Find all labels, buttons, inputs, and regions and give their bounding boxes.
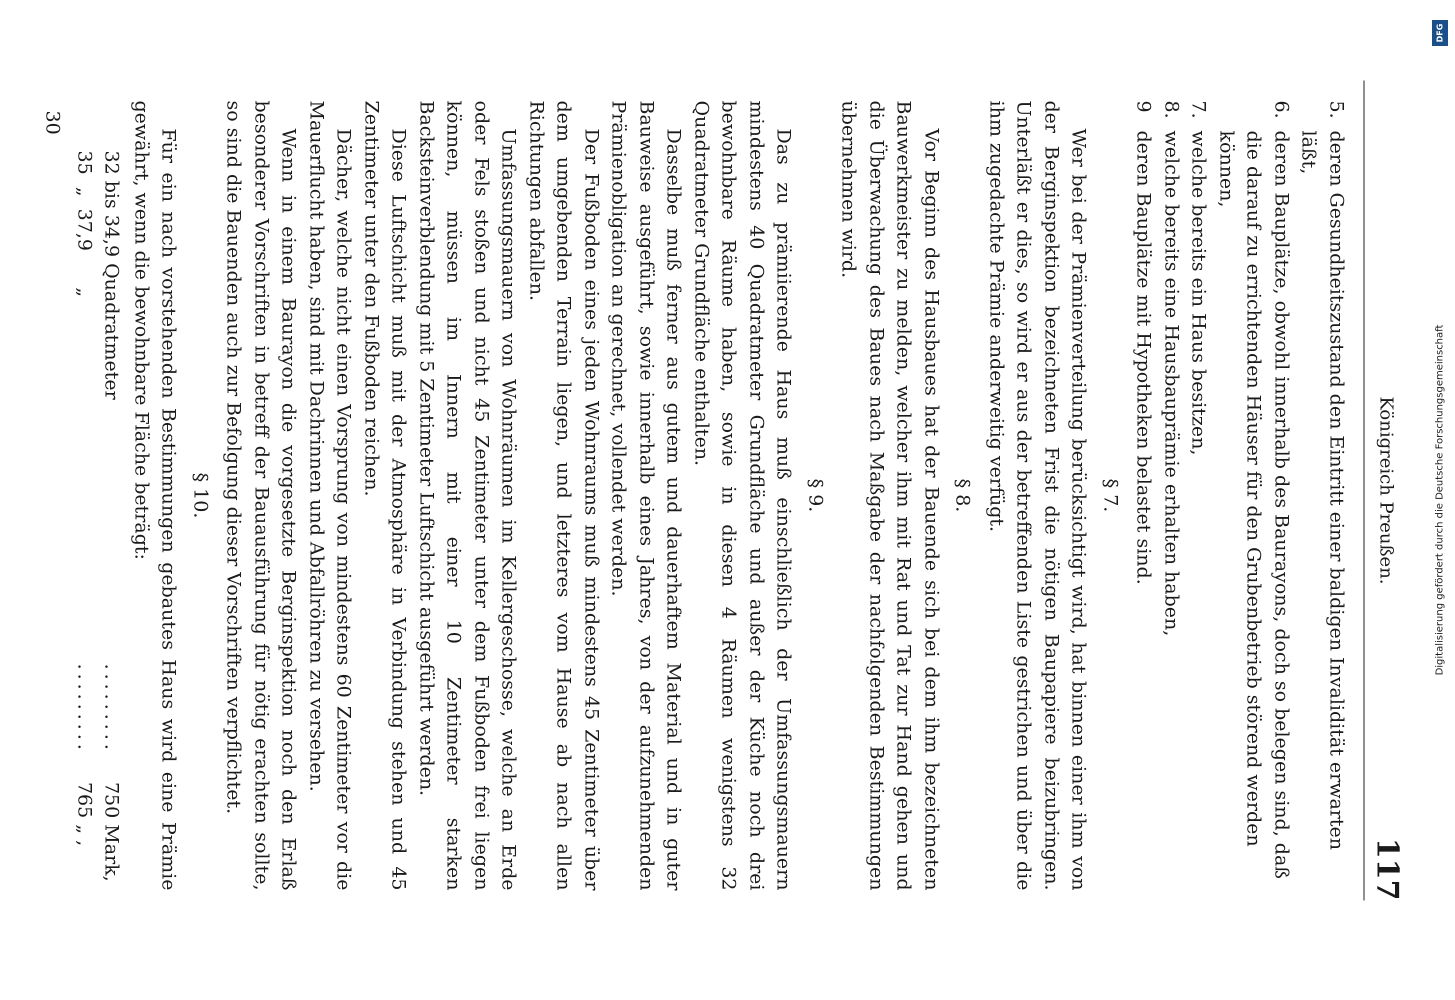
section-heading-10: § 10. — [189, 472, 212, 519]
rotated-page — [0, 21, 1455, 981]
item-text: welche bereits eine Hausbauprämie erhalten haben, — [1160, 130, 1183, 637]
table-row — [70, 101, 98, 891]
page-header — [1364, 81, 1405, 901]
list-item — [1185, 101, 1213, 891]
premium-amount: 750 Mark, — [101, 781, 123, 882]
item-text: welche bereits ein Haus besitzen, — [1188, 130, 1210, 456]
item-number: 7. — [1188, 100, 1210, 119]
signature-mark: 30 — [42, 110, 64, 135]
section-9-paragraph-3: Der Fußboden eines jeden Wohnraums muß mindestens 45 Zentimeter über dem umgebenden Terrain liegen, und letzteres vom Hause ab nach allen Richtungen abfallen. — [525, 100, 603, 891]
section-heading-7: § 7. — [1099, 478, 1122, 513]
list-item — [1130, 101, 1158, 891]
section-9-paragraph-6: Dächer, welche nicht einen Vorsprung von mindestens 60 Zentimeter vor die Mauerflucht haben, sind mit Dachrinnen und Abfallröhren zu versehen. — [305, 100, 355, 891]
dfg-logo-icon — [1432, 20, 1448, 46]
premium-table — [70, 101, 125, 891]
item-text: deren Bauplätze mit Hypotheken belastet sind. — [1133, 130, 1155, 585]
document-body — [39, 101, 1350, 891]
page-number: 117 — [1369, 837, 1405, 901]
section-9-paragraph-2: Dasselbe muß ferner aus gutem und dauerhaftem Material und in guter Bauweise ausgeführt, sowie innerhalb eines Jahres, von der aufzunehmenden Prämienobligation an gerechnet, vollendet werden. — [608, 100, 685, 891]
item-text: deren Bauplätze, obwohl innerhalb des Baurayons, doch so belegen sind, daß die darauf zu errichtenden Häuser für den Grubenbetrieb störend werden können, — [1215, 130, 1293, 879]
section-10-paragraph: Für ein nach vorstehenden Bestimmungen gebautes Haus wird eine Prämie gewährt, wenn die bewohnbare Fläche beträgt: — [130, 100, 180, 891]
section-heading-8: § 8. — [952, 478, 974, 513]
section-9-paragraph-4: Umfassungsmauern von Wohnräumen im Kellergeschosse, welche an Erde oder Fels stoßen und nicht 45 Zentimeter unter dem Fußboden frei liegen können, müssen im Innern mit einer 10 Zentimeter starken Backsteinverblendung mit 5 Zentimeter Luftschicht ausgeführt werden. — [415, 100, 520, 891]
list-item — [1295, 101, 1350, 891]
section-9-paragraph-1: Das zu prämiierende Haus muß einschließlich der Umfassungsmauern mindestens 40 Quadratmeter Grundfläche und außer der Küche noch drei bewohnbare Räume haben, sowie in diesen 4 Räumen wenigstens 32 Quadratmeter Grundfläche enthalten. — [690, 100, 795, 891]
section-9-paragraph-5: Diese Luftschicht muß mit der Atmosphäre in Verbindung stehen und 45 Zentimeter unter den Fußboden reichen. — [360, 100, 410, 891]
section-heading-9: § 9. — [804, 478, 827, 513]
item-number: 8. — [1160, 100, 1183, 119]
leader-dots: ......... — [101, 663, 123, 754]
list-item — [1212, 101, 1295, 891]
table-row — [98, 101, 126, 891]
section-8-paragraph: Vor Beginn des Hausbaues hat der Bauende sich bei dem ihm bezeichneten Bauwerkmeister zu melden, welcher ihm mit Rat und Tat zur Hand gehen und die Überwachung des Baues nach Maßgabe der nachfolgenden Bestimmungen übernehmen wird. — [838, 100, 943, 891]
dfg-credit — [1431, 10, 1449, 990]
premium-amount: 765 „ , — [73, 781, 96, 847]
dfg-logo-text: DFG — [1435, 23, 1445, 43]
running-title: Königreich Preußen. — [1375, 396, 1397, 585]
leader-dots: ......... — [73, 663, 96, 754]
section-9-paragraph-7: Wenn in einem Baurayon die vorgesetzte Berginspektion noch den Erlaß besonderer Vorschriften in betreff der Bauausführung für nötig erachten sollte, so sind die Bauenden auch zur Befolgung dieser Vorschriften verpflichtet. — [223, 100, 300, 891]
dfg-credit-text: Digitalisierung gefördert durch die Deutsche Forschungsgemeinschaft — [1434, 324, 1446, 676]
section-7-paragraph: Wer bei der Prämienverteilung berücksichtigt wird, hat binnen einer ihm von der Berginspektion bezeichneten Frist die nötigen Baupapiere beizubringen. Unterläßt er dies, so wird er aus der betreffenden Liste gestrichen und über die ihm zugedachte Prämie anderweitig verfügt. — [985, 100, 1090, 891]
area-range: 32 bis 34,9 Quadratmeter — [101, 150, 123, 400]
item-number: 9 — [1133, 100, 1155, 113]
item-text: deren Gesundheitszustand den Eintritt einer baldigen Invalidität erwarten läßt, — [1298, 130, 1348, 850]
area-range: 35 „ 37,9 „ — [73, 150, 96, 298]
item-number: 5. — [1325, 100, 1348, 119]
list-item — [1157, 101, 1185, 891]
item-number: 6. — [1270, 100, 1293, 119]
